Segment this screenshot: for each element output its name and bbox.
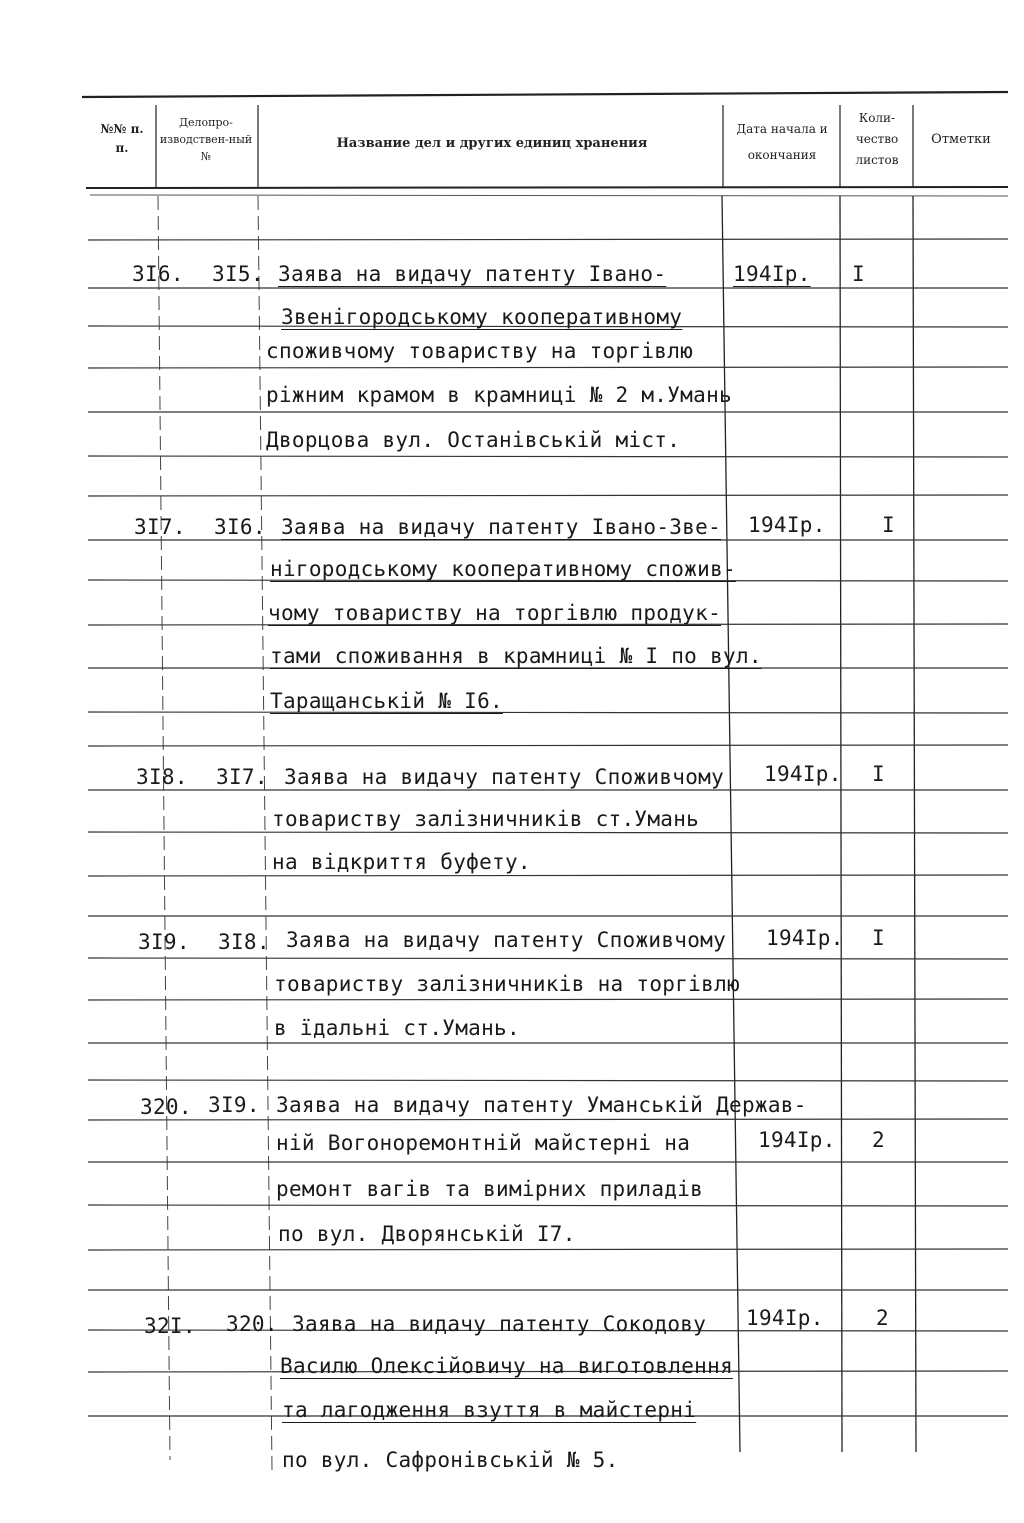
entry-title-line: чому товариству на торгівлю продук-: [268, 601, 722, 625]
entry-sheet-count: I: [872, 762, 885, 786]
entry-title-line: Заява на видачу патенту Уманській Держав-: [276, 1093, 807, 1117]
entry-sheet-count: I: [882, 513, 895, 537]
entry-office-number: 3I5.: [212, 262, 264, 286]
entry-office-number: 3I9.: [208, 1093, 260, 1117]
entry-title-line: Заява на видачу патенту Івано-Зве-: [281, 515, 722, 539]
entry-sheet-count: 2: [876, 1306, 889, 1330]
entry-title-line: по вул. Сафронівській № 5.: [282, 1448, 619, 1472]
entry-title-line: ремонт вагів та вимірних приладів: [276, 1177, 704, 1201]
ruled-line: [88, 495, 1008, 496]
entry-title-line: Заява на видачу патенту Сокодову: [292, 1312, 707, 1336]
ruled-line: [88, 1249, 1008, 1250]
entry-number: 3I6.: [132, 262, 184, 286]
entry-title-line: тами споживання в крамниці № I по вул.: [270, 644, 762, 668]
ruled-line: [88, 832, 1008, 833]
entry-sheet-count: 2: [872, 1128, 885, 1152]
entry-title-line: Заява на видачу патенту Споживчому: [286, 928, 727, 952]
entry-office-number: 3I8.: [218, 930, 270, 954]
entry-number: 3I8.: [136, 765, 188, 789]
body-col-divider: [158, 196, 170, 1460]
entry-number: 32I.: [144, 1314, 196, 1338]
entry-date: 194Iр.: [766, 926, 844, 950]
entry-title-line: на відкриття буфету.: [272, 850, 531, 874]
ruled-line: [88, 239, 1008, 240]
entry-title-line: ріжним крамом в крамниці № 2 м.Умань: [266, 383, 732, 407]
entry-date: 194Iр.: [733, 262, 811, 286]
entry-sheet-count: I: [852, 262, 865, 286]
entry-title-line: Заява на видачу патенту Івано-: [278, 262, 667, 286]
header-bottom-rule: [86, 187, 1008, 188]
header-col-title: Название дел и других единиц хранения: [336, 136, 648, 151]
ruled-line: [88, 1080, 1008, 1081]
ruled-line: [88, 958, 1008, 959]
entry-title-line: в їдальні ст.Умань.: [274, 1016, 520, 1040]
entry-title-line: споживчому товариству на торгівлю: [266, 339, 694, 363]
ruled-line: [88, 999, 1008, 1000]
entry-office-number: 3I6.: [214, 515, 266, 539]
ruled-line: [88, 367, 1008, 368]
header-col-notes: Отметки: [931, 132, 991, 147]
body-col-divider: [913, 196, 916, 1452]
entry-office-number: 3I7.: [216, 765, 268, 789]
entry-title-line: та лагодження взуття в майстерні: [282, 1398, 697, 1422]
entry-number: 320.: [140, 1095, 192, 1119]
ruled-line: [88, 1205, 1008, 1206]
entry-title-line: Звенігородському кооперативному: [281, 305, 683, 329]
header-col-dates: Дата начала и окончания: [736, 122, 828, 163]
entry-title-line: товариству залізничників на торгівлю: [274, 972, 740, 996]
ruled-line: [88, 745, 1008, 746]
entry-number: 3I9.: [138, 930, 190, 954]
entry-title-line: ній Вогоноремонтній майстерні на: [276, 1131, 691, 1155]
entry-title-line: Василю Олексійовичу на виготовлення: [280, 1354, 734, 1378]
ruled-line: [88, 1119, 1008, 1120]
entry-title-line: Таращанській № I6.: [270, 689, 503, 713]
entry-title-line: нігородському кооперативному спожив-: [270, 557, 736, 581]
entry-office-number: 320.: [226, 1312, 278, 1336]
entry-title-line: товариству залізничників ст.Умань: [272, 807, 700, 831]
header-col-sheet-count: Коли-чество листов: [855, 111, 899, 167]
entry-date: 194Iр.: [758, 1128, 836, 1152]
entry-date: 194Iр.: [748, 513, 826, 537]
entry-title-line: Заява на видачу патенту Споживчому: [284, 765, 725, 789]
ruled-line: [88, 875, 1008, 876]
header-sub-rule: [90, 195, 1008, 196]
entry-title-line: Дворцова вул. Останівській міст.: [266, 428, 681, 452]
entry-title-line: по вул. Дворянській I7.: [278, 1222, 576, 1246]
ruled-line: [88, 712, 1008, 713]
entry-sheet-count: I: [872, 926, 885, 950]
header-top-rule: [82, 92, 1008, 97]
body-col-divider: [840, 196, 842, 1452]
entry-number: 3I7.: [134, 515, 186, 539]
header-col-office-number: Делопро-изводствен-ный №: [159, 116, 253, 164]
header-col-number: №№ п. п.: [100, 122, 144, 155]
ruled-line: [88, 456, 1008, 457]
entry-date: 194Iр.: [764, 762, 842, 786]
entry-date: 194Iр.: [746, 1306, 824, 1330]
